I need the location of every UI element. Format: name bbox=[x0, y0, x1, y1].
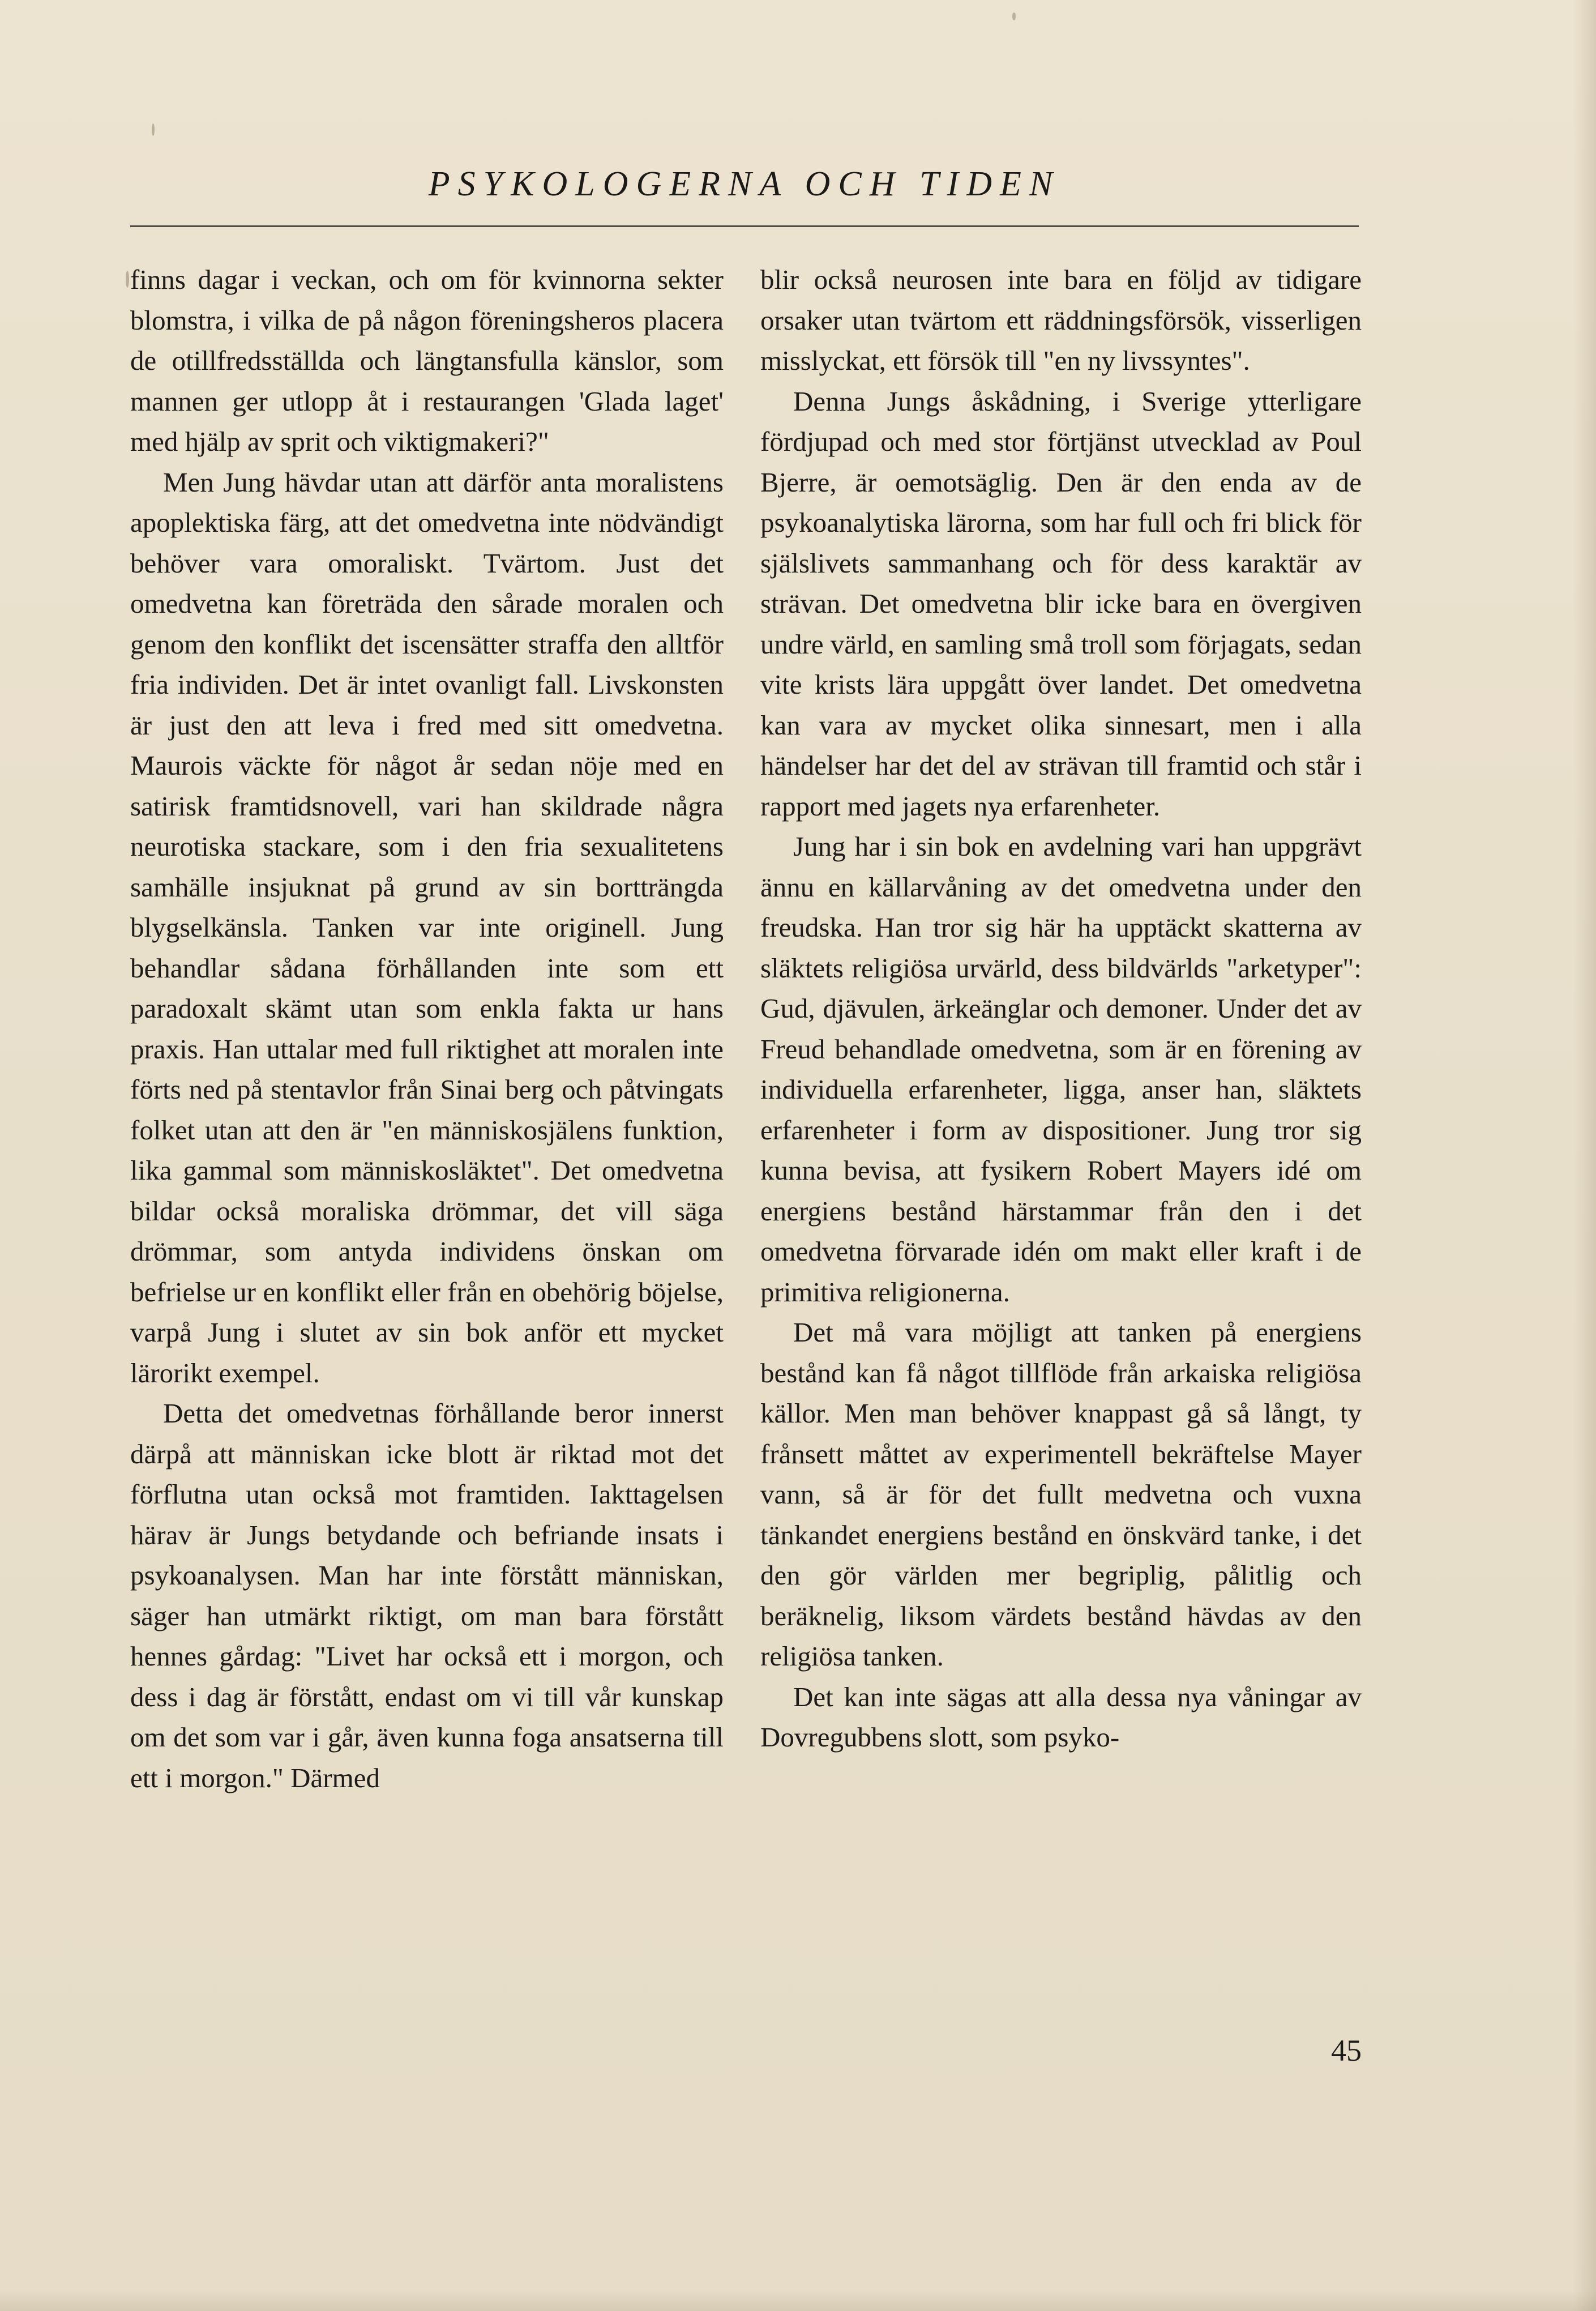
page-edge-shadow-right bbox=[1573, 0, 1596, 2311]
left-text-column bbox=[130, 259, 724, 1798]
paper-speck bbox=[1012, 12, 1016, 20]
paragraph: Detta det omedvetnas förhållande beror innerst därpå att människan icke blott är riktad mot det förflutna utan också mot framtiden. Iakttagelsen härav är Jungs betydande och befriande insats i psykoanalysen. Man har inte förstått människan, säger han utmärkt riktigt, om man bara förstått hennes gårdag: "Livet har också ett i morgon, och dess i dag är förstått, endast om vi till vår kunskap om det som var i går, även kunna foga ansatserna till ett i morgon." Därmed bbox=[130, 1398, 724, 1793]
paragraph: finns dagar i veckan, och om för kvinnorna sekter blomstra, i vilka de på någon föreningsheros placera de otillfredsställda och längtansfulla känslor, som mannen ger utlopp åt i restaurangen 'Glada laget' med hjälp av sprit och viktigmakeri?" bbox=[130, 264, 724, 457]
paragraph: Det kan inte sägas att alla dessa nya våningar av Dovregubbens slott, som psyko- bbox=[760, 1681, 1362, 1753]
paragraph: Men Jung hävdar utan att därför anta moralistens apoplektiska färg, att det omedvetna inte nödvändigt behöver vara omoraliskt. Tvärtom. Just det omedvetna kan företräda den sårade moralen och genom den konflikt det iscensätter straffa den alltför fria individen. Det är intet ovanligt fall. Livskonsten är just den att leva i fred med sitt omedvetna. Maurois väckte för något år sedan nöje med en satirisk framtidsnovell, vari han skildrade några neurotiska stackare, som i den fria sexualitetens samhälle insjuknat på grund av sin bortträngda blygselkänsla. Tanken var inte originell. Jung behandlar sådana förhållanden inte som ett paradoxalt skämt utan som enkla fakta ur hans praxis. Han uttalar med full riktighet att moralen inte förts ned på stentavlor från Sinai berg och påtvingats folket utan att den är "en människosjälens funktion, lika gammal som människosläktet". Det omedvetna bildar också moraliska drömmar, det vill säga drömmar, som antyda individens önskan om befrielse ur en konflikt eller från en obehörig böjelse, varpå Jung i slutet av sin bok anför ett mycket lärorikt exempel. bbox=[130, 466, 724, 1389]
header-rule bbox=[130, 225, 1359, 227]
paragraph: blir också neurosen inte bara en följd av tidigare orsaker utan tvärtom ett räddningsförsök, visserligen misslyckat, ett försök till "en ny livssyntes". bbox=[760, 264, 1362, 376]
running-header-title: PSYKOLOGERNA OCH TIDEN bbox=[428, 165, 1061, 203]
paper-speck bbox=[126, 271, 129, 288]
paragraph: Det må vara möjligt att tanken på energiens bestånd kan få något tillflöde från arkaiska religiösa källor. Men man behöver knappast gå så långt, ty frånsett måttet av experimentell bekräftelse Mayer vann, så är för det fullt medvetna och vuxna tänkandet energiens bestånd en önskvärd tanke, i det den gör världen mer begriplig, pålitlig och beräknelig, liksom värdets bestånd hävdas av den religiösa tanken. bbox=[760, 1317, 1362, 1672]
paragraph: Denna Jungs åskådning, i Sverige ytterligare fördjupad och med stor förtjänst utvecklad av Poul Bjerre, är oemotsäglig. Den är den enda av de psykoanalytiska lärorna, som har full och fri blick för själslivets sammanhang och för dess karaktär av strävan. Det omedvetna blir icke bara en övergiven undre värld, en samling små troll som förjagats, sedan vite krists lära uppgått över landet. Det omedvetna kan vara av mycket olika sinnesart, men i alla händelser har det del av strävan till framtid och står i rapport med jagets nya erfarenheter. bbox=[760, 385, 1362, 822]
paragraph: Jung har i sin bok en avdelning vari han uppgrävt ännu en källarvåning av det omedvetna under den freudska. Han tror sig här ha upptäckt skatterna av släktets religiösa urvärld, dess bildvärlds "arketyper": Gud, djävulen, ärkeänglar och demoner. Under det av Freud behandlade omedvetna, som är en förening av individuella erfarenheter, ligga, anser han, släktets erfarenheter i form av dispositioner. Jung tror sig kunna bevisa, att fysikern Robert Mayers idé om energiens bestånd härstammar från den i det omedvetna förvarade idén om makt eller kraft i de primitiva religionerna. bbox=[760, 831, 1362, 1308]
page-number: 45 bbox=[1331, 2034, 1362, 2067]
paper-speck bbox=[152, 123, 155, 136]
page-edge-shadow-bottom bbox=[0, 2291, 1596, 2311]
right-text-column bbox=[760, 259, 1362, 1758]
